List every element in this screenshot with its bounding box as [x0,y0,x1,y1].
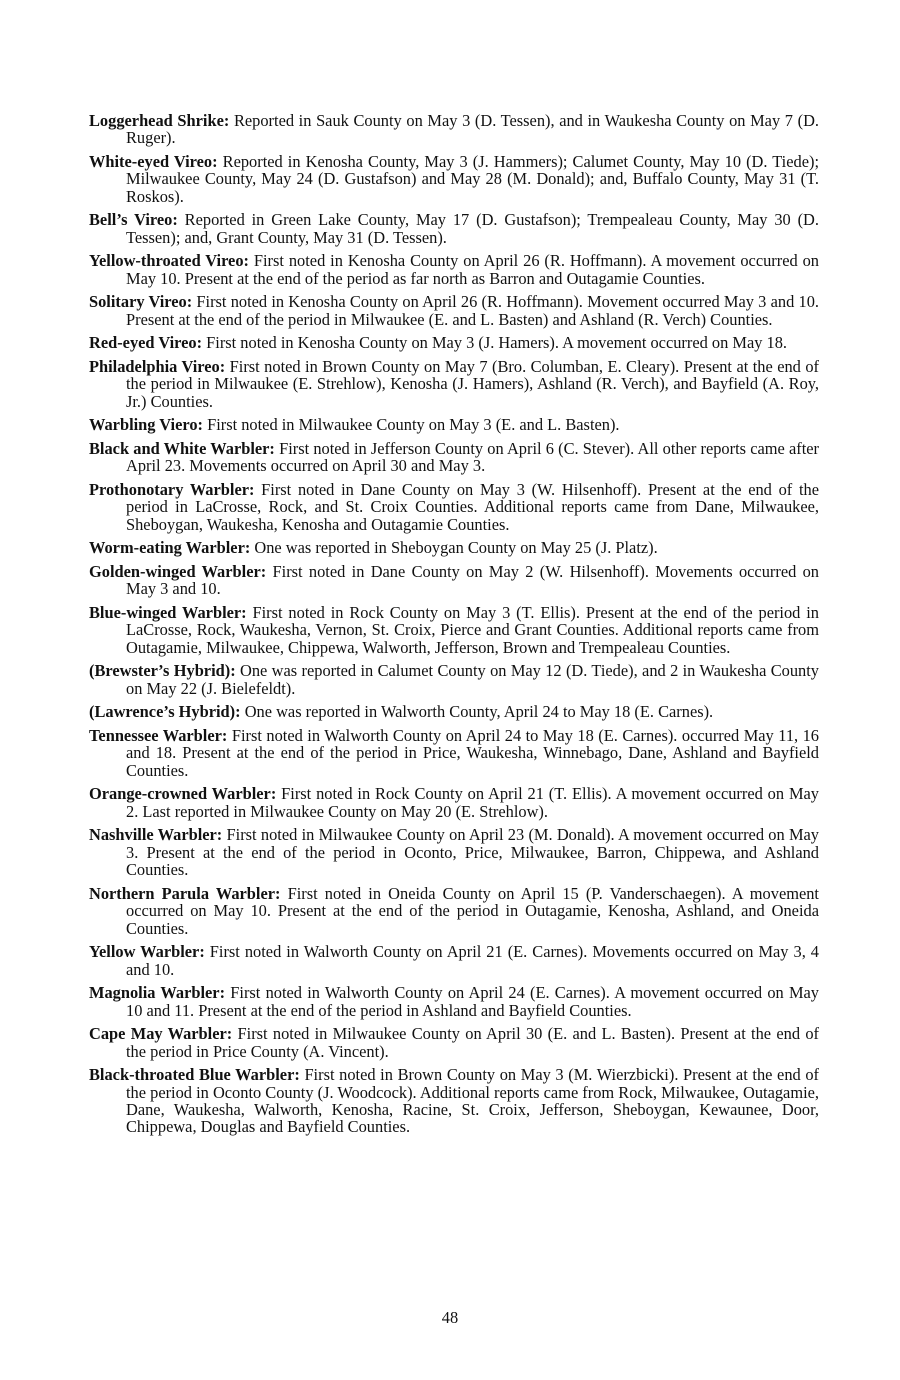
species-name: Tennessee Warbler: [89,726,228,745]
species-report: First noted in Brown County on May 3 (M. Wierzbicki). Present at the end of the period in Oconto County (J. Woodcock). Additional reports came from Rock, Milwaukee, Outagamie, Dane, Waukesha, Walworth, Kenosha, Racine, St. Croix, Jefferson, Sheboygan, Kewaunee, Door, Chippewa, Douglas and Bayfield Counties. [126,1065,820,1137]
page-number: 48 [441,1308,459,1327]
species-name: Yellow Warbler: [89,942,205,962]
species-name: Worm-eating Warbler: [89,538,251,558]
species-entry-tennessee-warbler [89,727,819,779]
species-name: Orange-crowned Warbler: [89,784,277,804]
species-report: Reported in Sauk County on May 3 (D. Tessen), and in Waukesha County on May 7 (D. Ruger). [126,111,820,148]
species-report: First noted in Milwaukee County on April 30 (E. and L. Basten). Present at the end of the period in Price County (A. Vincent). [126,1024,819,1061]
species-report: One was reported in Walworth County, April 24 to May 18 (E. Carnes). [240,702,714,722]
species-name: Black-throated Blue Warbler: [89,1065,300,1085]
species-entry-loggerhead-shrike [89,112,819,147]
species-entry-prothonotary-warbler [89,481,819,533]
species-entry-brewsters-hybrid [89,662,819,697]
species-entry-magnolia-warbler [89,984,819,1019]
species-report: First noted in Dane County on May 2 (W. Hilsenhoff). Movements occurred on May 3 and 10. [126,562,819,599]
species-entry-blue-winged-warbler [89,604,819,656]
species-entry-philadelphia-vireo [89,358,819,410]
species-name: (Brewster’s Hybrid): [89,661,236,681]
species-entry-yellow-warbler [89,943,819,978]
species-entry-lawrences-hybrid [89,703,819,720]
species-entry-solitary-vireo [89,293,819,328]
species-name: Warbling Viero: [89,415,203,435]
species-name: Prothonotary Warbler: [89,480,255,499]
species-report: First noted in Kenosha County on May 3 (J. Hamers). A movement occurred on May 18. [202,333,788,353]
species-entry-black-and-white-warbler [89,440,819,475]
species-report: One was reported in Calumet County on May 12 (D. Tiede), and 2 in Waukesha County on May 22 (J. Bielefeldt). [126,661,819,698]
species-entry-red-eyed-vireo [89,334,819,351]
species-report: First noted in Kenosha County on April 26 (R. Hoffmann). A movement occurred on May 10. Present at the end of the period as far north as Barron and Outagamie Counties. [126,251,819,288]
species-name: Yellow-throated Vireo: [89,251,249,271]
species-name: Philadelphia Vireo: [89,357,226,376]
species-entry-orange-crowned-warbler [89,785,819,820]
species-name: Cape May Warbler: [89,1024,233,1044]
species-report: First noted in Rock County on April 21 (T. Ellis). A movement occurred on May 2. Last reported in Milwaukee County on May 20 (E. Strehlow). [126,784,819,821]
species-report: One was reported in Sheboygan County on May 25 (J. Platz). [250,538,658,558]
species-report: First noted in Milwaukee County on April 23 (M. Donald). A movement occurred on May 3. Present at the end of the period in Oconto, Price, Milwaukee, Barron, Chippewa, and Ashland Counties. [126,825,819,880]
species-entry-nashville-warbler [89,826,819,878]
species-report-list [89,112,819,1142]
species-entry-bells-vireo [89,211,819,246]
species-name: Black and White Warbler: [89,439,275,458]
species-entry-golden-winged-warbler [89,563,819,598]
species-report: First noted in Walworth County on April 24 (E. Carnes). A movement occurred on May 10 and 11. Present at the end of the period in Ashland and Bayfield Counties. [126,983,819,1020]
species-name: White-eyed Vireo: [89,152,218,171]
species-name: Red-eyed Vireo: [89,333,203,353]
species-name: Nashville Warbler: [89,825,223,845]
species-name: (Lawrence’s Hybrid): [89,702,241,722]
species-name: Bell’s Vireo: [89,210,178,230]
species-report: First noted in Rock County on May 3 (T. Ellis). Present at the end of the period in LaCrosse, Rock, Waukesha, Vernon, St. Croix, Pierce and Grant Counties. Additional reports came from Outagamie, Milwaukee, Chippewa, Walworth, Jefferson, Brown and Trempealeau Counties. [126,603,819,657]
species-name: Magnolia Warbler: [89,983,226,1003]
species-entry-black-throated-blue-warbler [89,1066,819,1136]
species-report: First noted in Walworth County on April 24 to May 18 (E. Carnes). occurred May 11, 16 and 18. Present at the end of the period in Price, Waukesha, Winnebago, Dane, Ashland and Bayfield Counties. [126,726,819,780]
species-name: Northern Parula Warbler: [89,883,281,903]
species-report: First noted in Walworth County on April 21 (E. Carnes). Movements occurred on May 3, 4 and 10. [126,942,819,979]
species-report: Reported in Green Lake County, May 17 (D. Gustafson); Trempealeau County, May 30 (D. Tessen); and, Grant County, May 31 (D. Tessen). [126,210,819,247]
species-entry-warbling-vireo [89,416,819,433]
species-name: Blue-winged Warbler: [89,603,247,622]
species-report: First noted in Oneida County on April 15 (P. Vanderschaegen). A movement occurred on May 10. Present at the end of the period in Outagamie, Kenosha, Ashland, and Oneida Counties. [126,883,819,938]
species-report: First noted in Kenosha County on April 26 (R. Hoffmann). Movement occurred May 3 and 10. Present at the end of the period in Milwaukee (E. and L. Basten) and Ashland (R. Verch) Counties. [126,292,819,329]
species-entry-northern-parula-warbler [89,885,819,937]
species-entry-yellow-throated-vireo [89,252,819,287]
species-name: Solitary Vireo: [89,292,193,312]
species-name: Loggerhead Shrike: [89,111,230,130]
species-report: First noted in Dane County on May 3 (W. Hilsenhoff). Present at the end of the period in LaCrosse, Rock, and St. Croix Counties. Additional reports came from Dane, Milwaukee, Sheboygan, Waukesha, Kenosha and Outagamie Counties. [126,480,819,534]
species-name: Golden-winged Warbler: [89,562,267,581]
species-entry-cape-may-warbler [89,1025,819,1060]
species-entry-worm-eating-warbler [89,539,819,556]
species-entry-white-eyed-vireo [89,153,819,205]
species-report: First noted in Jefferson County on April 6 (C. Stever). All other reports came after April 23. Movements occurred on April 30 and May 3. [126,439,819,476]
species-report: First noted in Milwaukee County on May 3 (E. and L. Basten). [202,415,620,435]
species-report: First noted in Brown County on May 7 (Bro. Columban, E. Cleary). Present at the end of the period in Milwaukee (E. Strehlow), Kenosha (J. Hamers), Ashland (R. Verch), and Bayfield (A. Roy, Jr.) Counties. [126,357,819,411]
species-report: Reported in Kenosha County, May 3 (J. Hammers); Calumet County, May 10 (D. Tiede); Milwaukee County, May 24 (D. Gustafson) and May 28 (M. Donald); and, Buffalo County, May 31 (T. Roskos). [126,152,819,206]
